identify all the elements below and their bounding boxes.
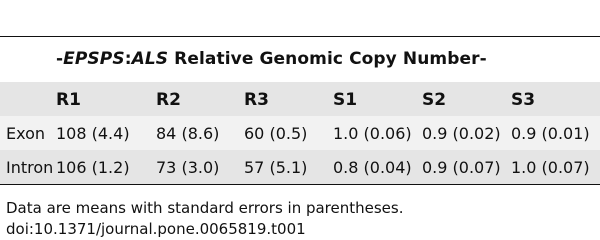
table-cell: 1.0 (0.07) xyxy=(511,158,590,177)
table-cell: 60 (0.5) xyxy=(244,124,308,143)
table-row xyxy=(0,116,600,150)
doi-text: doi:10.1371/journal.pone.0065819.t001 xyxy=(6,220,306,238)
column-header-r2: R2 xyxy=(156,90,181,110)
column-header-s2: S2 xyxy=(422,90,447,110)
table-cell: 73 (3.0) xyxy=(156,158,220,177)
table-cell: 0.8 (0.04) xyxy=(333,158,412,177)
column-header-r3: R3 xyxy=(244,90,269,110)
table-cell: 1.0 (0.06) xyxy=(333,124,412,143)
caption-rest: Relative Genomic Copy Number- xyxy=(168,49,487,69)
caption-prefix: - xyxy=(56,49,64,69)
column-header-s3: S3 xyxy=(511,90,536,110)
table-cell: 106 (1.2) xyxy=(56,158,130,177)
table-cell: 57 (5.1) xyxy=(244,158,308,177)
table-caption-row xyxy=(0,37,600,81)
caption-colon: : xyxy=(124,49,132,69)
table-cell: 0.9 (0.01) xyxy=(511,124,590,143)
table-row xyxy=(0,150,600,184)
table-bottom-rule xyxy=(0,184,600,185)
table-caption xyxy=(56,49,487,69)
column-header-r1: R1 xyxy=(56,90,81,110)
caption-gene-als: ALS xyxy=(131,49,169,69)
table-cell: 0.9 (0.02) xyxy=(422,124,501,143)
table-header-row xyxy=(0,82,600,116)
row-label-intron: Intron xyxy=(6,158,54,177)
table-cell: 84 (8.6) xyxy=(156,124,220,143)
table-cell: 0.9 (0.07) xyxy=(422,158,501,177)
table-footnote: Data are means with standard errors in parentheses. xyxy=(6,199,404,217)
row-label-exon: Exon xyxy=(6,124,46,143)
caption-gene-epsps: EPSPS xyxy=(63,49,125,69)
table-cell: 108 (4.4) xyxy=(56,124,130,143)
column-header-s1: S1 xyxy=(333,90,358,110)
top-blank-band xyxy=(0,0,600,36)
